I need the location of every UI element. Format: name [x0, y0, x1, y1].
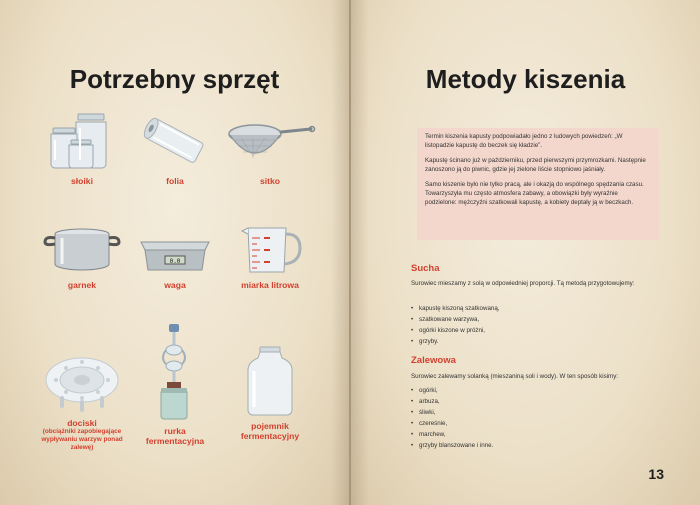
item-label: folia	[166, 176, 184, 186]
methods-title: Metody kiszenia	[425, 64, 626, 94]
item-foil	[125, 110, 225, 186]
list-item: • grzyby.	[411, 336, 499, 347]
intro-box	[417, 128, 659, 240]
list-item: • kapustę kiszoną szatkowaną,	[411, 303, 499, 314]
weight-icon	[42, 350, 122, 414]
item-label: pojemnik fermentacyjny	[240, 421, 300, 442]
list-item: • ogórki,	[411, 385, 493, 396]
item-pot	[32, 224, 132, 290]
item-label: miarka litrowa	[241, 280, 299, 290]
item-label: waga	[164, 280, 186, 290]
fermentation-jar-icon	[240, 345, 300, 417]
item-strainer	[220, 110, 320, 186]
airlock-icon	[145, 322, 205, 422]
pot-icon	[42, 224, 122, 276]
measuring-jug-icon	[230, 224, 310, 276]
list-item: • ogórki kiszone w próżni,	[411, 325, 499, 336]
list-item: • marchew,	[411, 429, 493, 440]
left-page	[0, 0, 349, 505]
list-item: • szatkowane warzywa,	[411, 314, 499, 325]
list-item: • śliwki,	[411, 407, 493, 418]
equipment-title: Potrzebny sprzęt	[69, 64, 280, 94]
scale-display: 0.0	[169, 258, 181, 265]
item-jars	[32, 110, 132, 186]
intro-paragraph: Termin kiszenia kapusty podpowiadało jedno z ludowych powiedzeń: „W listopadzie kapustę do beczek się kładzie”.	[425, 133, 623, 149]
section-text-dry: Surowiec mieszamy z solą w odpowiedniej proporcji. Tą metodą przygotowujemy:	[411, 280, 635, 287]
intro-paragraph: Samo kiszenie było nie tylko pracą, ale i okazją do wspólnego spędzania czasu. Towarzyszyła mu często atmosfera zabawy, a obowiązki były wyraźnie podzielone: mężczyźni szatkowali kapustę, a kobiety deptały ją w beczkach.	[425, 180, 644, 206]
section-list-brine	[411, 385, 493, 451]
section-list-dry	[411, 303, 499, 347]
item-label: garnek	[67, 280, 97, 290]
item-scale	[125, 224, 225, 290]
strainer-icon	[223, 110, 317, 172]
item-fermentation-jar	[220, 345, 320, 442]
section-text-brine: Surowiec zalewamy solanką (mieszaniną soli i wody). W ten sposób kisimy:	[411, 373, 619, 380]
foil-roll-icon	[140, 110, 210, 172]
page-number: 13	[648, 466, 664, 482]
list-item: • czereśnie,	[411, 418, 493, 429]
intro-paragraph: Kapustę ścinano już w październiku, przed pierwszymi przymrozkami. Następnie zanoszono ją do piwnic, gdzie jej zielone liście stopniowo jaśniały.	[425, 156, 646, 173]
item-measuring-jug	[220, 224, 320, 290]
item-label: sitko	[259, 176, 281, 186]
jars-icon	[47, 110, 117, 172]
item-label: słoiki	[71, 176, 93, 186]
item-sublabel: (obciążniki zapobiegające wypływaniu warzyw ponad zalewę)	[41, 428, 123, 452]
list-item: • grzyby blanszowane i inne.	[411, 440, 493, 451]
item-label: rurka fermentacyjna	[145, 426, 205, 447]
item-airlock	[125, 322, 225, 447]
right-page	[351, 0, 700, 505]
item-label: dociski	[67, 418, 97, 428]
list-item: • arbuza,	[411, 396, 493, 407]
section-title-dry: Sucha	[411, 263, 440, 274]
item-weights	[32, 350, 132, 452]
scale-icon	[135, 224, 215, 276]
section-title-brine: Zalewowa	[411, 355, 456, 366]
